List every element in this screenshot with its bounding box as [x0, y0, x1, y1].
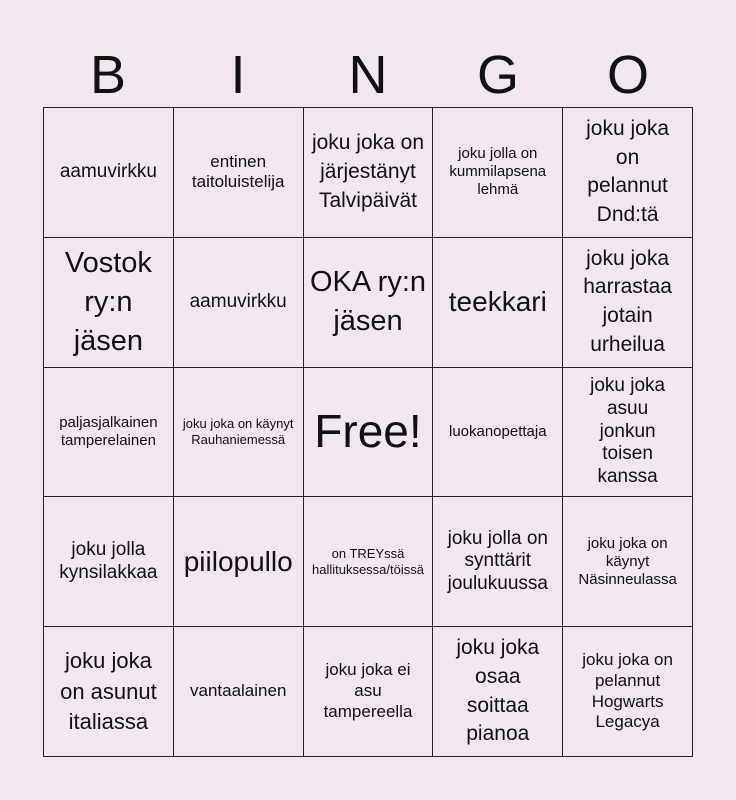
bingo-cell[interactable]: joku joka on järjestänyt Talvipäivät [304, 108, 434, 238]
bingo-cell[interactable]: joku jolla on synttärit joulukuussa [433, 497, 563, 627]
bingo-cell[interactable]: on TREYssä hallituksessa/töissä [304, 497, 434, 627]
bingo-cell[interactable]: teekkari [433, 238, 563, 368]
bingo-cell[interactable]: joku joka ei asu tampereella [304, 627, 434, 757]
header-letter-b: B [89, 45, 127, 105]
free-space-cell[interactable]: Free! [304, 368, 434, 498]
header-letter-o: O [606, 45, 649, 105]
bingo-grid [43, 107, 693, 757]
bingo-cell[interactable]: Vostok ry:n jäsen [44, 238, 174, 368]
bingo-cell[interactable]: OKA ry:n jäsen [304, 238, 434, 368]
bingo-cell[interactable]: entinen taitoluistelija [174, 108, 304, 238]
bingo-cell[interactable]: piilopullo [174, 497, 304, 627]
bingo-cell[interactable]: paljasjalkainen tamperelainen [44, 368, 174, 498]
bingo-cell[interactable]: luokanopettaja [433, 368, 563, 498]
bingo-cell[interactable]: aamuvirkku [174, 238, 304, 368]
bingo-cell[interactable]: joku joka on asunut italiassa [44, 627, 174, 757]
header-letter-n: N [348, 45, 388, 105]
bingo-cell[interactable]: joku joka osaa soittaa pianoa [433, 627, 563, 757]
header-letter-i: I [230, 45, 246, 105]
bingo-cell[interactable]: joku joka harrastaa jotain urheilua [563, 238, 693, 368]
bingo-cell[interactable]: joku joka on pelannut Hogwarts Legacya [563, 627, 693, 757]
bingo-cell[interactable]: joku jolla kynsilakkaa [44, 497, 174, 627]
bingo-cell[interactable]: joku jolla on kummilapsena lehmä [433, 108, 563, 238]
bingo-cell[interactable]: joku joka asuu jonkun toisen kanssa [563, 368, 693, 498]
bingo-cell[interactable]: aamuvirkku [44, 108, 174, 238]
bingo-cell[interactable]: joku joka on käynyt Rauhaniemessä [174, 368, 304, 498]
bingo-cell[interactable]: vantaalainen [174, 627, 304, 757]
bingo-cell[interactable]: joku joka on käynyt Näsinneulassa [563, 497, 693, 627]
header-letter-g: G [476, 45, 519, 105]
bingo-cell[interactable]: joku joka on pelannut Dnd:tä [563, 108, 693, 238]
bingo-header [43, 42, 693, 108]
